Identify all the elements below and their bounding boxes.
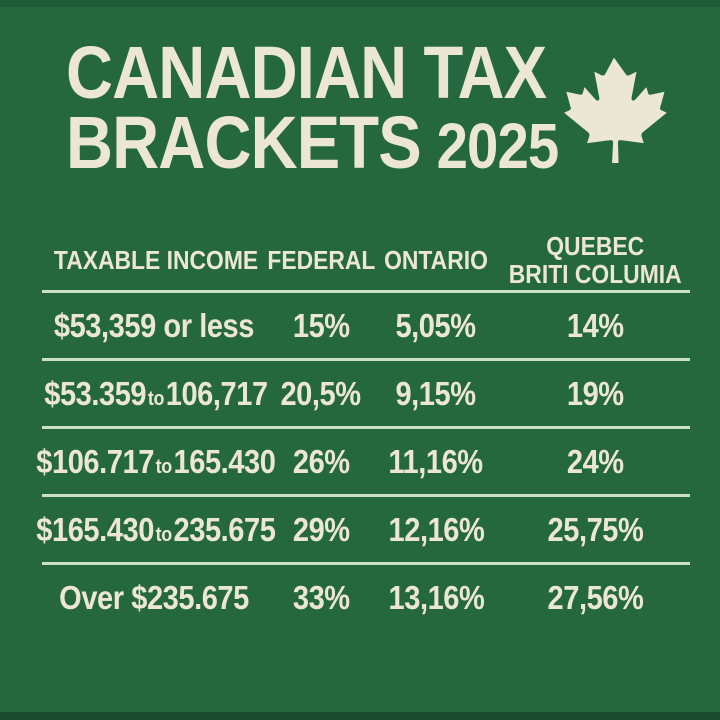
maple-leaf-icon — [558, 50, 670, 168]
income-cell: $53.359to106,717 — [44, 374, 268, 412]
table-row — [42, 358, 690, 426]
income-cell: $165.430to235.675 — [36, 510, 276, 548]
federal-rate-cell: 29% — [292, 510, 350, 548]
quebec-rate-cell: 25,75% — [547, 510, 643, 548]
ontario-rate-cell: 11,16% — [388, 442, 484, 480]
top-edge-shade — [0, 0, 720, 7]
bottom-edge-shade — [0, 712, 720, 720]
header-ontario: ONTARIO — [384, 244, 488, 275]
header-quebec-bc: QUEBEC BRITI COLUMIA — [508, 230, 682, 289]
quebec-rate-cell: 24% — [566, 442, 624, 480]
ontario-rate-cell: 12,16% — [388, 510, 484, 548]
table-row — [42, 290, 690, 358]
title-brackets: BRACKETS — [66, 101, 421, 184]
ontario-rate-cell: 5,05% — [395, 306, 477, 344]
quebec-rate-cell: 14% — [566, 306, 624, 344]
table-row — [36, 494, 690, 562]
header-taxable-income: TAXABLE INCOME — [53, 244, 259, 275]
table-header-row — [42, 230, 690, 290]
table-row — [36, 426, 690, 494]
federal-rate-cell: 20,5% — [280, 374, 362, 412]
title-line-1: CANADIAN TAX — [66, 31, 547, 114]
ontario-rate-cell: 9,15% — [395, 374, 477, 412]
quebec-rate-cell: 19% — [566, 374, 624, 412]
federal-rate-cell: 26% — [292, 442, 350, 480]
page-title — [66, 31, 626, 184]
ontario-rate-cell: 13,16% — [388, 578, 484, 616]
quebec-rate-cell: 27,56% — [547, 578, 643, 616]
federal-rate-cell: 33% — [292, 578, 350, 616]
income-cell: Over $235.675 — [59, 578, 250, 616]
title-line-2 — [66, 101, 559, 184]
tax-table — [36, 230, 690, 630]
title-year: 2025 — [436, 110, 559, 182]
income-cell: $53,359 or less — [54, 306, 255, 344]
federal-rate-cell: 15% — [292, 306, 350, 344]
income-cell: $106.717to165.430 — [36, 442, 276, 480]
table-row — [42, 562, 690, 630]
header-federal: FEDERAL — [266, 244, 376, 275]
